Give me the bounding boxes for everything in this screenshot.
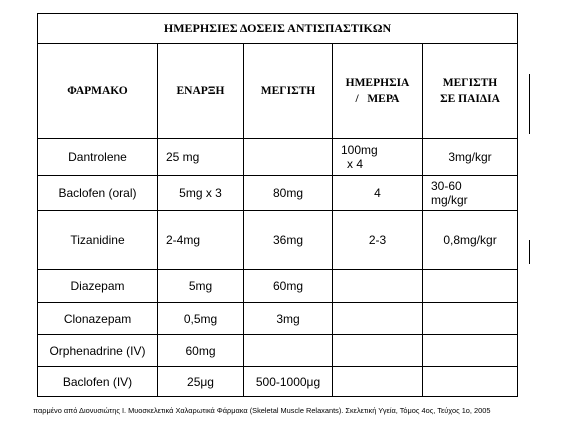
onset-cell: 5mg x 3: [158, 176, 244, 211]
max-cell: [244, 335, 333, 367]
child-max-cell: [423, 303, 518, 335]
drug-cell: Clonazepam: [38, 303, 158, 335]
header-onset: ΕΝΑΡΞΗ: [158, 44, 244, 139]
header-max: ΜΕΓΙΣΤΗ: [244, 44, 333, 139]
child-max-cell: [423, 367, 518, 397]
max-cell: 36mg: [244, 211, 333, 270]
table-title: ΗΜΕΡΗΣΙΕΣ ΔΟΣΕΙΣ ΑΝΤΙΣΠΑΣΤΙΚΩΝ: [38, 14, 518, 44]
header-drug: ΦΑΡΜΑΚΟ: [38, 44, 158, 139]
onset-cell: 2-4mg: [158, 211, 244, 270]
daily-cell: [333, 303, 423, 335]
child-max-cell: [423, 270, 518, 303]
drug-cell: Baclofen (oral): [38, 176, 158, 211]
header-child-max-line1: ΜΕΓΙΣΤΗ: [442, 77, 498, 89]
table-row: [38, 139, 518, 176]
table-row: [38, 335, 518, 367]
daily-cell: 2-3: [333, 211, 423, 270]
onset-cell: 25μg: [158, 367, 244, 397]
header-daily: [333, 44, 423, 139]
child-max-cell: [423, 335, 518, 367]
drug-cell: Dantrolene: [38, 139, 158, 176]
daily-cell: [333, 335, 423, 367]
source-citation: παρμένο από Διονυσιώτης Ι. Μυοσκελετικά Χαλαρωτικά Φάρμακα (Skeletal Muscle Relaxants). Σκελετική Υγεία, Τόμος 4ος, Τεύχος 1ο, 2005: [33, 406, 491, 415]
daily-line2: x 4: [347, 157, 364, 171]
table-row: [38, 367, 518, 397]
max-cell: 80mg: [244, 176, 333, 211]
drug-cell: Baclofen (IV): [38, 367, 158, 397]
daily-cell: [333, 139, 423, 176]
right-margin-line-bottom: [529, 240, 530, 264]
max-cell: 3mg: [244, 303, 333, 335]
daily-cell: [333, 270, 423, 303]
header-child-max-line2: ΣΕ ΠΑΙΔΙΑ: [440, 93, 500, 105]
drug-cell: Orphenadrine (IV): [38, 335, 158, 367]
header-daily-line2: / ΜΕΡΑ: [355, 93, 400, 105]
onset-cell: 0,5mg: [158, 303, 244, 335]
header-child-max: [423, 44, 518, 139]
table-row: [38, 211, 518, 270]
daily-doses-table: [37, 13, 518, 397]
table-row: [38, 176, 518, 211]
child-max-cell: 0,8mg/kgr: [423, 211, 518, 270]
onset-cell: 25 mg: [158, 139, 244, 176]
daily-line1: 100mg: [341, 143, 378, 157]
header-row: [38, 44, 518, 139]
drug-cell: Tizanidine: [38, 211, 158, 270]
onset-cell: 60mg: [158, 335, 244, 367]
child-max-cell: 30-60 mg/kgr: [423, 176, 518, 211]
table-row: [38, 270, 518, 303]
right-margin-line-top: [529, 74, 530, 134]
title-row: [38, 14, 518, 44]
daily-cell: [333, 367, 423, 397]
daily-cell: 4: [333, 176, 423, 211]
child-max-cell: 3mg/kgr: [423, 139, 518, 176]
header-daily-line1: ΗΜΕΡΗΣΙΑ: [345, 77, 410, 89]
drug-cell: Diazepam: [38, 270, 158, 303]
table-row: [38, 303, 518, 335]
max-cell: 500-1000μg: [244, 367, 333, 397]
max-cell: [244, 139, 333, 176]
onset-cell: 5mg: [158, 270, 244, 303]
max-cell: 60mg: [244, 270, 333, 303]
